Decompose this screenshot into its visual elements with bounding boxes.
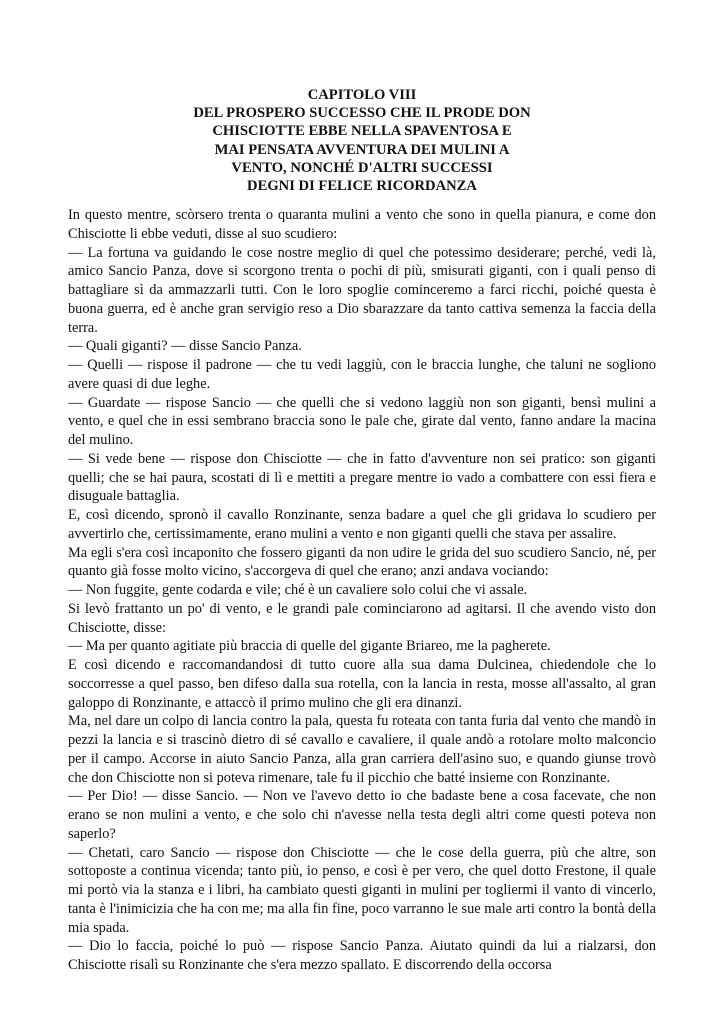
paragraph: E, così dicendo, spronò il cavallo Ronzinante, senza badare a quel che gli gridava lo scudiero per avvertirlo che, certissimamente, erano mulini a vento e non giganti quelli che stava per assalire. (68, 507, 656, 542)
chapter-heading (0, 86, 724, 195)
chapter-title-line: DEGNI DI FELICE RICORDANZA (247, 178, 477, 195)
chapter-body (68, 206, 656, 975)
paragraph: Ma, nel dare un colpo di lancia contro la pala, questa fu roteata con tanta furia dal vento che mandò in pezzi la lancia e si trascinò dietro di sé cavallo e cavaliere, il quale andò a rotolare molto malconcio per il campo. Accorse in aiuto Sancio Panza, alla gran carriera dell'asino suo, e quando giunse trovò che don Chisciotte non si poteva rimenare, tale fu il picchio che batté insieme con Ronzinante. (68, 713, 656, 786)
paragraph: — Per Dio! — disse Sancio. — Non ve l'avevo detto io che badaste bene a cosa facevate, che non erano se non mulini a vento, e che solo chi n'avesse nella testa degli altri come questi poteva non saperlo? (68, 788, 656, 842)
chapter-title-line: MAI PENSATA AVVENTURA DEI MULINI A (214, 141, 510, 158)
chapter-title-line: CHISCIOTTE EBBE NELLA SPAVENTOSA E (212, 123, 512, 140)
paragraph: Ma egli s'era così incaponito che fossero giganti da non udire le grida del suo scudiero Sancio, né, per quanto già fosse molto vicino, s'accorgeva di quel che erano; anzi andava vociando: (68, 544, 656, 580)
paragraph: — La fortuna va guidando le cose nostre meglio di quel che potessimo desiderare; perché, vedi là, amico Sancio Panza, dove si scorgono trenta o pochi di più, smisurati giganti, con i quali penso di battagliare sì da ammazzarli tutti. Con le loro spoglie cominceremo a farci ricchi, poiché questa è buona guerra, ed è anche gran servigio reso a Dio sbarazzare da tanto cattiva semenza la faccia della terra. (68, 244, 656, 336)
paragraph: — Dio lo faccia, poiché lo può — rispose Sancio Panza. Aiutato quindi da lui a rialzarsi, don Chisciotte risalì su Ronzinante che s'era mezzo spallato. E discorrendo della occorsa (68, 938, 656, 973)
paragraph: — Ma per quanto agitiate più braccia di quelle del gigante Briareo, me la pagherete. (68, 638, 551, 655)
paragraph: — Chetati, caro Sancio — rispose don Chisciotte — che le cose della guerra, più che altre, son sottoposte a continua vicenda; tanto più, io penso, e così è per vero, che quel dotto Frestone, il quale mi portò via la stanza e i libri, ha cambiato questi giganti in mulini per togliermi il vanto di vincerlo, tanta è l'inimicizia che ha con me; ma alla fin fine, poco varranno le sue male arti contro la bontà della mia spada. (68, 844, 656, 936)
chapter-number: CAPITOLO VIII (307, 87, 417, 103)
paragraph: In questo mentre, scòrsero trenta o quaranta mulini a vento che sono in quella pianura, e come don Chisciotte li ebbe veduti, disse al suo scudiero: (68, 207, 656, 242)
paragraph: Si levò frattanto un po' di vento, e le grandi pale cominciarono ad agitarsi. Il che avendo visto don Chisciotte, disse: (68, 600, 656, 636)
paragraph: — Non fuggite, gente codarda e vile; ché è un cavaliere solo colui che vi assale. (68, 582, 528, 598)
paragraph: — Si vede bene — rispose don Chisciotte — che in fatto d'avventure non sei pratico: son giganti quelli; che se hai paura, scostati di lì e mettiti a pregare mentre io vado a combattere con essi fiera e disuguale battaglia. (68, 450, 656, 505)
chapter-title-line: VENTO, NONCHÉ D'ALTRI SUCCESSI (231, 159, 493, 176)
chapter-title-line: DEL PROSPERO SUCCESSO CHE IL PRODE DON (193, 105, 531, 122)
paragraph: — Quelli — rispose il padrone — che tu vedi laggiù, con le braccia lunghe, che taluni ne sogliono avere quasi di due leghe. (68, 357, 656, 392)
paragraph: — Guardate — rispose Sancio — che quelli che si vedono laggiù non son giganti, bensì mulini a vento, e quel che in essi sembrano braccia sono le pale che, girate dal vento, fanno andare la macina del mulino. (68, 394, 656, 448)
paragraph: — Quali giganti? — disse Sancio Panza. (68, 338, 302, 355)
paragraph: E così dicendo e raccomandandosi di tutto cuore alla sua dama Dulcinea, chiedendole che lo soccorresse a quel passo, ben difeso dalla sua rotella, con la lancia in resta, mosse all'assalto, al gran galoppo di Ronzinante, e attaccò il primo mulino che gli era dinanzi. (68, 657, 656, 711)
